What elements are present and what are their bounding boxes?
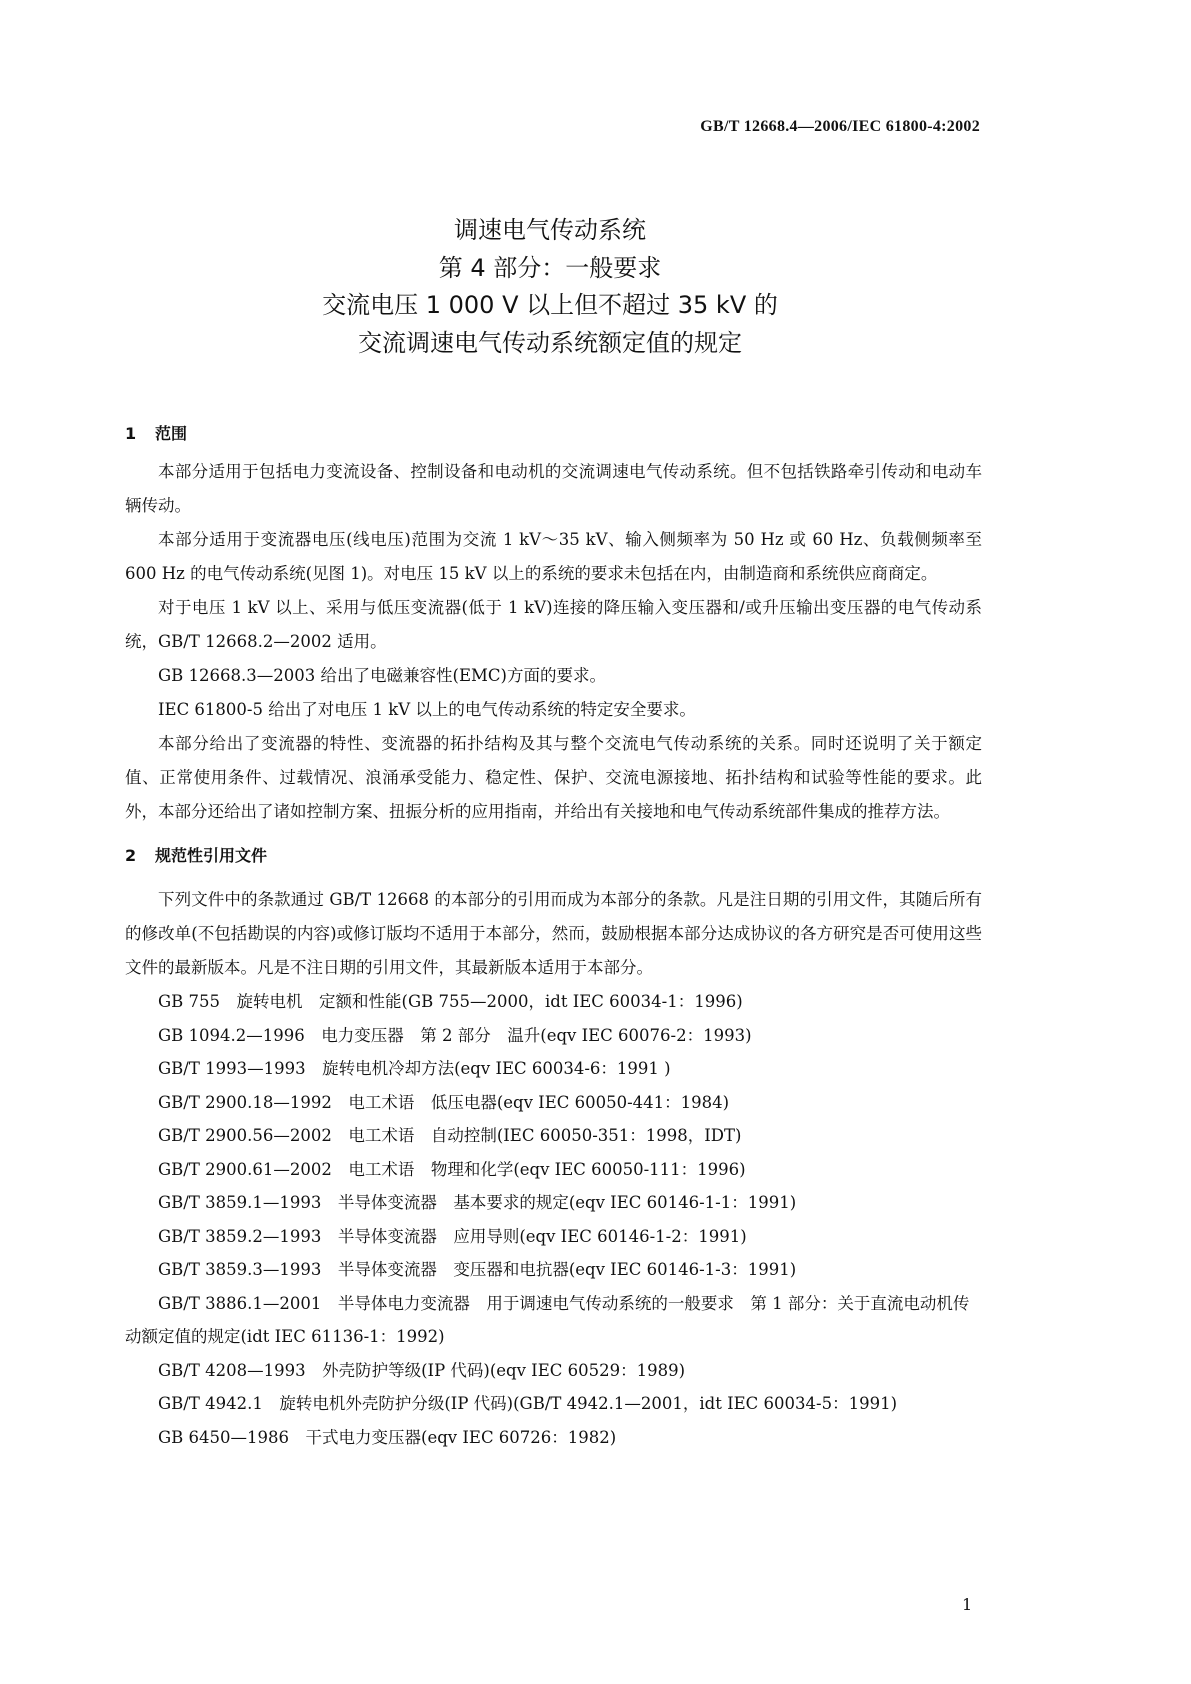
reference-item <box>125 1220 982 1254</box>
reference-code: GB/T 1993—1993 <box>158 1059 306 1078</box>
reference-title: 电工术语 物理和化学(eqv IEC 60050-111：1996) <box>348 1159 746 1179</box>
reference-code: GB 1094.2—1996 <box>158 1025 305 1045</box>
reference-item <box>125 1153 982 1187</box>
reference-item <box>125 1387 982 1421</box>
section-normative-references <box>125 883 982 1454</box>
paragraph: 下列文件中的条款通过 GB/T 12668 的本部分的引用而成为本部分的条款。凡是注日期的引用文件，其随后所有的修改单(不包括勘误的内容)或修订版均不适用于本部分，然而，鼓励根据本部分达成协议的各方研究是否可使用这些文件的最新版本。凡是不注日期的引用文件，其最新版本适用于本部分。 <box>125 890 982 977</box>
page-number: 1 <box>962 1595 973 1614</box>
standard-code: GB/T 12668.4—2006/IEC 61800-4:2002 <box>700 118 980 135</box>
reference-title: 半导体电力变流器 用于调速电气传动系统的一般要求 第 1 部分：关于直流电动机传动额定值的规定(idt IEC 61136-1：1992) <box>125 1293 970 1346</box>
section-title: 规范性引用文件 <box>155 846 268 865</box>
reference-title: 旋转电机冷却方法(eqv IEC 60034-6：1991 ) <box>322 1059 671 1078</box>
title-line: 第 4 部分：一般要求 <box>438 253 662 282</box>
title-line: 调速电气传动系统 <box>454 216 646 244</box>
reference-title: 旋转电机外壳防护分级(IP 代码)(GB/T 4942.1—2001，idt IEC 60034-5：1991) <box>279 1394 898 1413</box>
reference-item <box>125 1019 982 1053</box>
title-line: 交流电压 1 000 V 以上但不超过 35 kV 的 <box>322 291 778 319</box>
section-heading-normative-references <box>125 839 982 873</box>
reference-title: 半导体变流器 应用导则(eqv IEC 60146-1-2：1991) <box>337 1226 747 1246</box>
reference-code: GB/T 3859.2—1993 <box>158 1226 322 1246</box>
reference-code: GB/T 2900.18—1992 <box>158 1092 332 1112</box>
reference-code: GB/T 2900.61—2002 <box>158 1159 332 1179</box>
reference-code: GB 6450—1986 <box>158 1427 290 1447</box>
paragraph: 本部分适用于包括电力变流设备、控制设备和电动机的交流调速电气传动系统。但不包括铁路牵引传动和电动车辆传动。 <box>125 462 982 515</box>
reference-code: GB/T 3886.1—2001 <box>158 1293 322 1313</box>
document-body <box>125 417 982 1454</box>
paragraph: GB 12668.3—2003 给出了电磁兼容性(EMC)方面的要求。 <box>158 666 606 685</box>
reference-item <box>125 1052 982 1086</box>
reference-title: 半导体变流器 基本要求的规定(eqv IEC 60146-1-1：1991) <box>337 1193 797 1212</box>
reference-item <box>125 1287 982 1354</box>
section-number: 2 <box>125 846 137 865</box>
reference-code: GB/T 3859.3—1993 <box>158 1260 322 1279</box>
reference-item <box>125 1421 982 1455</box>
section-title: 范围 <box>155 424 188 443</box>
section-scope <box>125 455 982 829</box>
reference-title: 电工术语 低压电器(eqv IEC 60050-441：1984) <box>348 1092 730 1112</box>
reference-item <box>125 1186 982 1220</box>
reference-item <box>125 1354 982 1388</box>
paragraph: 本部分适用于变流器电压(线电压)范围为交流 1 kV～35 kV、输入侧频率为 50 Hz 或 60 Hz、负载侧频率至 600 Hz 的电气传动系统(见图 1)。对电压 15 kV 以上的系统的要求未包括在内，由制造商和系统供应商商定。 <box>125 530 982 583</box>
reference-code: GB/T 4208—1993 <box>158 1360 306 1380</box>
paragraph: 本部分给出了变流器的特性、变流器的拓扑结构及其与整个交流电气传动系统的关系。同时还说明了关于额定值、正常使用条件、过载情况、浪涌承受能力、稳定性、保护、交流电源接地、拓扑结构和试验等性能的要求。此外，本部分还给出了诸如控制方案、扭振分析的应用指南，并给出有关接地和电气传动系统部件集成的推荐方法。 <box>125 734 982 821</box>
title-line: 交流调速电气传动系统额定值的规定 <box>358 328 742 357</box>
reference-code: GB/T 4942.1 <box>158 1394 263 1413</box>
reference-code: GB/T 3859.1—1993 <box>158 1193 322 1212</box>
reference-title: 电工术语 自动控制(IEC 60050-351：1998，IDT) <box>348 1126 742 1145</box>
reference-item <box>125 985 982 1019</box>
reference-title: 干式电力变压器(eqv IEC 60726：1982) <box>305 1427 617 1447</box>
reference-list <box>125 985 982 1454</box>
reference-title: 旋转电机 定额和性能(GB 755—2000，idt IEC 60034-1：1996) <box>236 992 743 1011</box>
document-title <box>0 212 1100 362</box>
section-heading-scope <box>125 417 982 451</box>
reference-code: GB/T 2900.56—2002 <box>158 1126 332 1145</box>
reference-item <box>125 1253 982 1287</box>
reference-code: GB 755 <box>158 992 221 1011</box>
paragraph: 对于电压 1 kV 以上、采用与低压变流器(低于 1 kV)连接的降压输入变压器和/或升压输出变压器的电气传动系统，GB/T 12668.2—2002 适用。 <box>125 598 982 651</box>
reference-title: 电力变压器 第 2 部分 温升(eqv IEC 60076-2：1993) <box>321 1025 752 1045</box>
reference-title: 半导体变流器 变压器和电抗器(eqv IEC 60146-1-3：1991) <box>337 1260 797 1279</box>
reference-item <box>125 1086 982 1120</box>
section-number: 1 <box>125 424 137 443</box>
reference-title: 外壳防护等级(IP 代码)(eqv IEC 60529：1989) <box>322 1360 686 1380</box>
paragraph: IEC 61800-5 给出了对电压 1 kV 以上的电气传动系统的特定安全要求。 <box>158 700 696 719</box>
reference-item <box>125 1119 982 1153</box>
